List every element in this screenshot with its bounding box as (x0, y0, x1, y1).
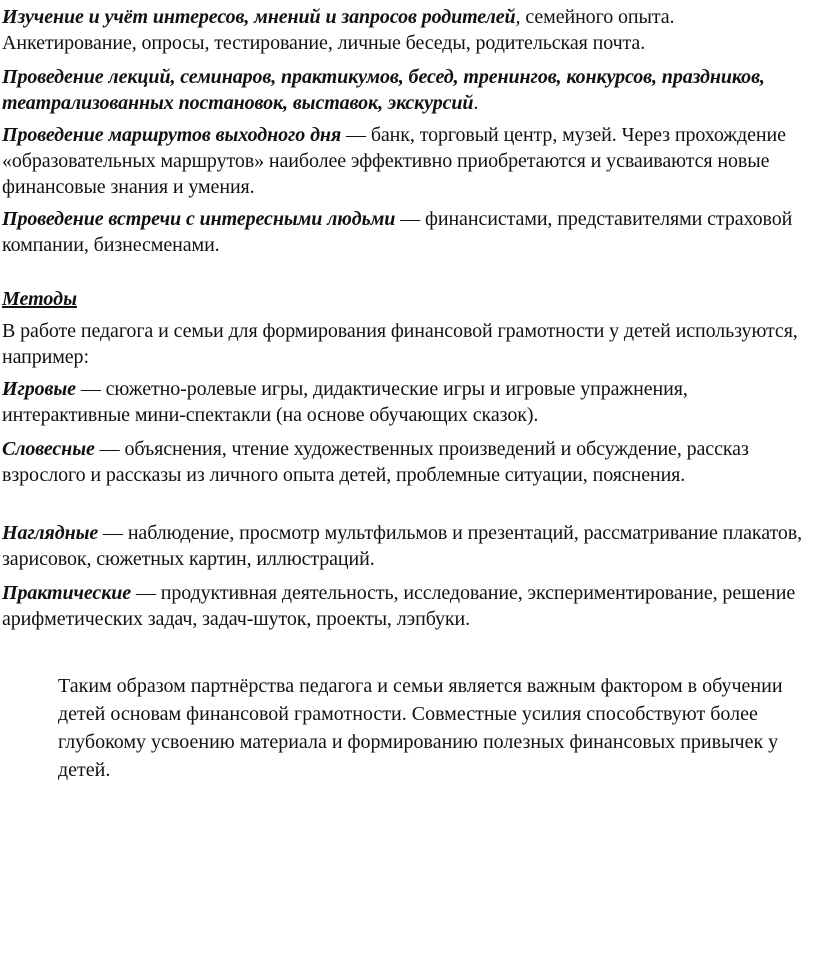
paragraph-weekend-routes (2, 122, 806, 200)
method-text: — сюжетно-ролевые игры, дидактические игры и игровые упражнения, интерактивные мини-спектакли (на основе обучающих сказок). (2, 378, 688, 426)
conclusion-paragraph: Таким образом партнёрства педагога и семьи является важным фактором в обучении детей основам финансовой грамотности. Совместные усилия способствуют более глубокому усвоению материала и формированию полезных финансовых привычек у детей. (58, 675, 783, 781)
paragraph-term: Изучение и учёт интересов, мнений и запросов родителей (2, 6, 516, 28)
paragraph-meetings (2, 206, 806, 258)
method-term: Игровые (2, 378, 76, 400)
paragraph-events (2, 64, 806, 116)
method-text: — наблюдение, просмотр мультфильмов и презентаций, рассматривание плакатов, зарисовок, сюжетных картин, иллюстраций. (2, 522, 802, 570)
paragraph-term: Проведение лекций, семинаров, практикумов, бесед, тренингов, конкурсов, праздников, театрализованных постановок, выставок, экскурсий (2, 66, 765, 114)
method-text: — объяснения, чтение художественных произведений и обсуждение, рассказ взрослого и рассказы из личного опыта детей, проблемные ситуации, пояснения. (2, 438, 749, 486)
paragraph-text: — финансистами, представителями страховой компании, бизнесменами. (2, 208, 793, 256)
method-term: Наглядные (2, 522, 99, 544)
method-verbal (2, 436, 806, 488)
paragraph-term: Проведение маршрутов выходного дня (2, 124, 342, 146)
paragraph-text: — банк, торговый центр, музей. Через прохождение «образовательных маршрутов» наиболее эффективно приобретаются и усваиваются новые финансовые знания и умения. (2, 124, 786, 198)
paragraph-parent-interests (2, 4, 806, 56)
paragraph-text: , семейного опыта. Анкетирование, опросы, тестирование, личные беседы, родительская почта. (2, 6, 675, 54)
method-term: Практические (2, 582, 132, 604)
method-visual (2, 520, 806, 572)
methods-intro: В работе педагога и семьи для формирования финансовой грамотности у детей используются, например: (2, 320, 798, 368)
paragraph-text: . (473, 92, 479, 114)
paragraph-term: Проведение встречи с интересными людьми (2, 208, 396, 230)
method-term: Словесные (2, 438, 95, 460)
method-game (2, 376, 806, 428)
method-practical (2, 580, 806, 632)
methods-heading: Методы (2, 288, 77, 310)
method-text: — продуктивная деятельность, исследование, экспериментирование, решение арифметических задач, задач-шуток, проекты, лэпбуки. (2, 582, 796, 630)
